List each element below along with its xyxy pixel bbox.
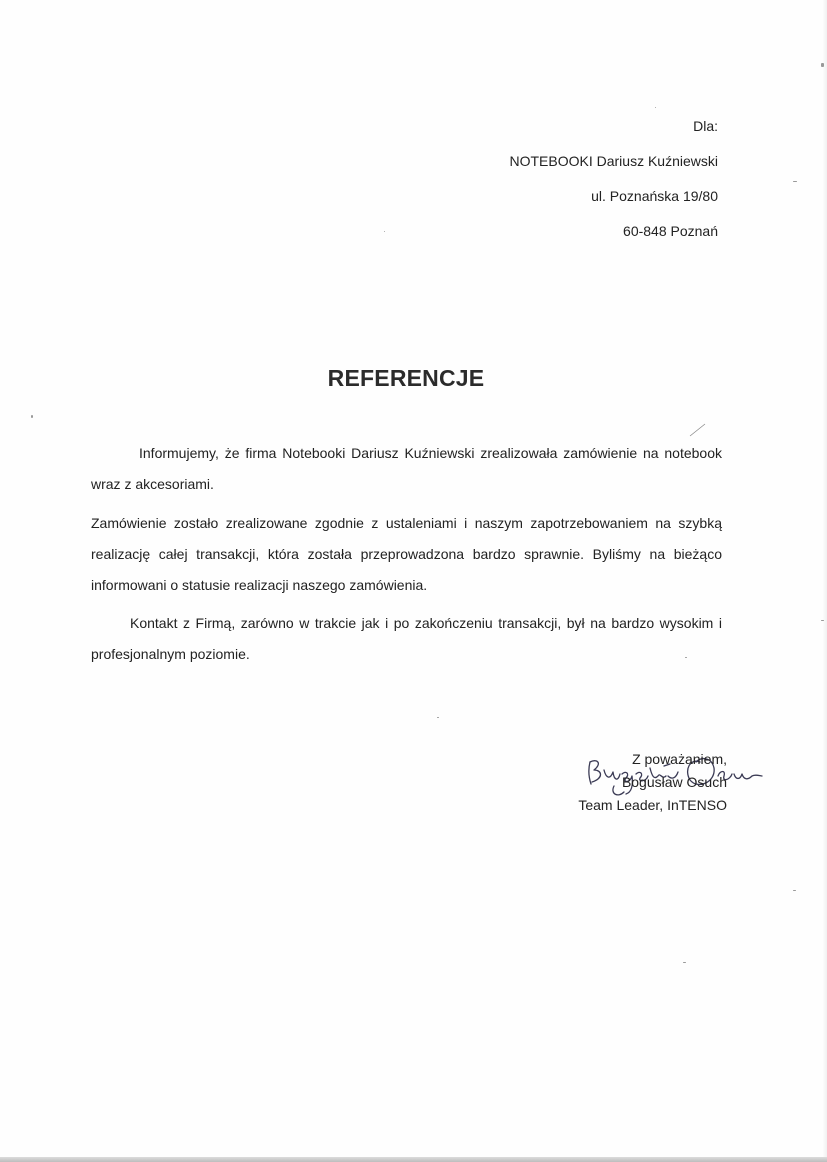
document-title: REFERENCJE: [327, 365, 485, 391]
scan-right-edge: [822, 0, 827, 1162]
scan-speck: [793, 890, 796, 891]
recipient-street: ul. Poznańska 19/80: [591, 188, 718, 204]
recipient-city: 60-848 Poznań: [623, 223, 718, 239]
scan-speck: [31, 415, 33, 418]
signature-block: [547, 748, 727, 817]
scan-speck: [384, 231, 385, 232]
scan-speck: [821, 63, 824, 67]
scan-speck: [655, 107, 656, 108]
scan-speck: [821, 620, 824, 621]
scan-speck: [683, 962, 686, 963]
scan-pen-mark: [688, 422, 708, 438]
signature-closing: Z poważaniem,: [632, 751, 727, 767]
body-paragraph-2: Zamówienie zostało zrealizowane zgodnie z ustaleniami i naszym zapotrzebowaniem na szybką realizację całej transakcji, która została przeprowadzona bardzo sprawnie. Byliśmy na bieżąco informowani o statusie realizacji naszego zamówienia.: [91, 515, 722, 593]
body-paragraph-1: Informujemy, że firma Notebooki Dariusz Kuźniewski zrealizowała zamówienie na notebook wraz z akcesoriami.: [91, 445, 722, 492]
scan-speck: [793, 181, 797, 182]
recipient-to-label: Dla:: [693, 118, 718, 134]
recipient-company: NOTEBOOKI Dariusz Kuźniewski: [509, 153, 718, 169]
signature-position: Team Leader, InTENSO: [578, 797, 727, 813]
scan-speck: [437, 717, 439, 718]
body-paragraph-3: Kontakt z Firmą, zarówno w trakcie jak i po zakończeniu transakcji, był na bardzo wysokim i profesjonalnym poziomie.: [91, 615, 722, 662]
signature-name: Bogusław Osuch: [621, 774, 727, 790]
scan-bottom-edge: [0, 1157, 827, 1162]
